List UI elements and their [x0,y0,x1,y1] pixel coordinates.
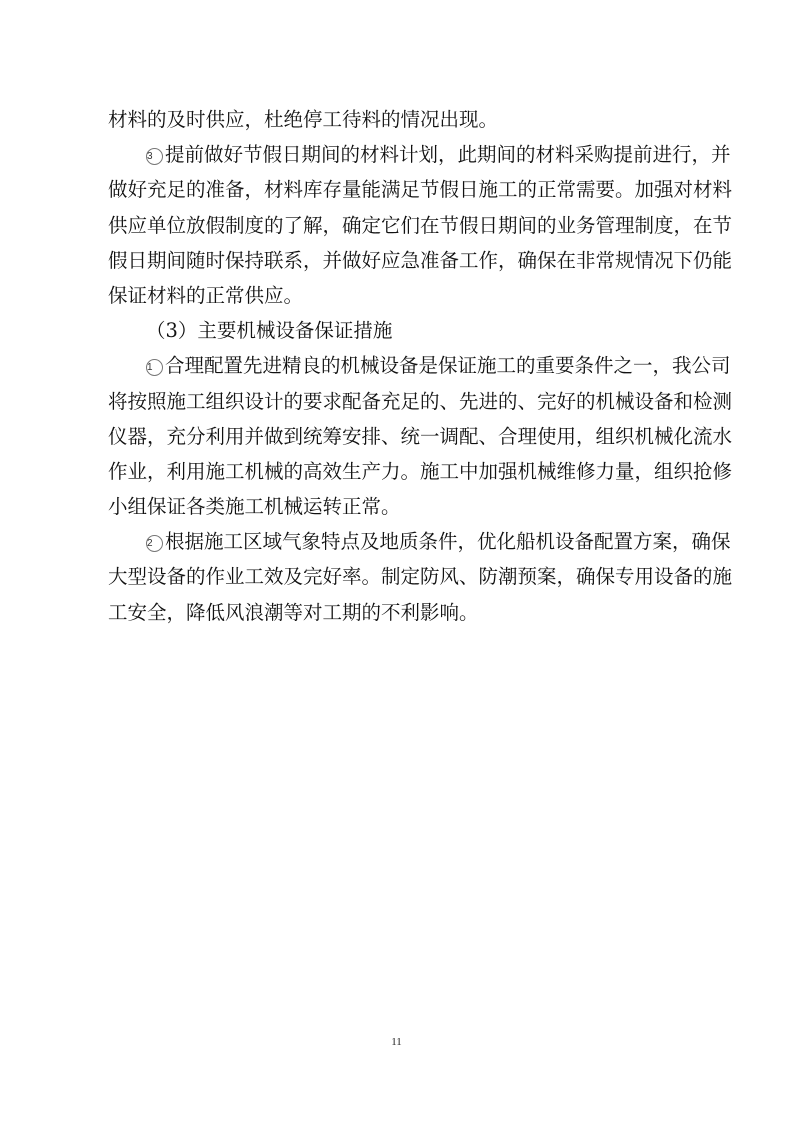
page-number: 11 [391,1036,402,1048]
paragraph-item-3-line-4: 假日期间随时保持联系，并做好应急准备工作，确保在非常规情况下仍能 [108,248,733,272]
paragraph-continuation-line: 材料的及时供应，杜绝停工待料的情况出现。 [108,108,499,131]
paragraph-item-2-line-2: 大型设备的作业工效及完好率。制定防风、防潮预案，确保专用设备的施 [108,565,733,589]
section-heading: （3）主要机械设备保证措施 [146,319,393,343]
paragraph-item-2-line-1: 2 根据施工区域气象特点及地质条件，优化船机设备配置方案，确保 [147,530,731,554]
paragraph-item-1-line-5: 小组保证各类施工机械运转正常。 [108,495,401,519]
paragraph-item-2-line-3: 工安全，降低风浪潮等对工期的不利影响。 [108,600,479,624]
paragraph-item-3-line-3: 供应单位放假制度的了解，确定它们在节假日期间的业务管理制度，在节 [108,213,733,237]
paragraph-item-1-line-4: 作业，利用施工机械的高效生产力。施工中加强机械维修力量，组织抢修 [108,459,733,483]
circled-number-2: 2 [146,535,163,552]
paragraph-item-3-line-5: 保证材料的正常供应。 [108,283,304,307]
body-text [108,102,733,630]
paragraph-item-1-line-3: 仪器，充分利用并做到统筹安排、统一调配、合理使用，组织机械化流水 [108,424,733,448]
paragraph-item-1-line-2: 将按照施工组织设计的要求配备充足的、先进的、完好的机械设备和检测 [108,389,733,413]
paragraph-item-3-line-1: 3 提前做好节假日期间的材料计划，此期间的材料采购提前进行，并 [147,143,731,167]
paragraph-item-1-line-1: 1 合理配置先进精良的机械设备是保证施工的重要条件之一，我公司 [147,354,731,378]
circled-number-1: 1 [146,359,163,376]
circled-number-3: 3 [146,148,163,165]
paragraph-item-3-line-2: 做好充足的准备，材料库存量能满足节假日施工的正常需要。加强对材料 [108,178,733,202]
